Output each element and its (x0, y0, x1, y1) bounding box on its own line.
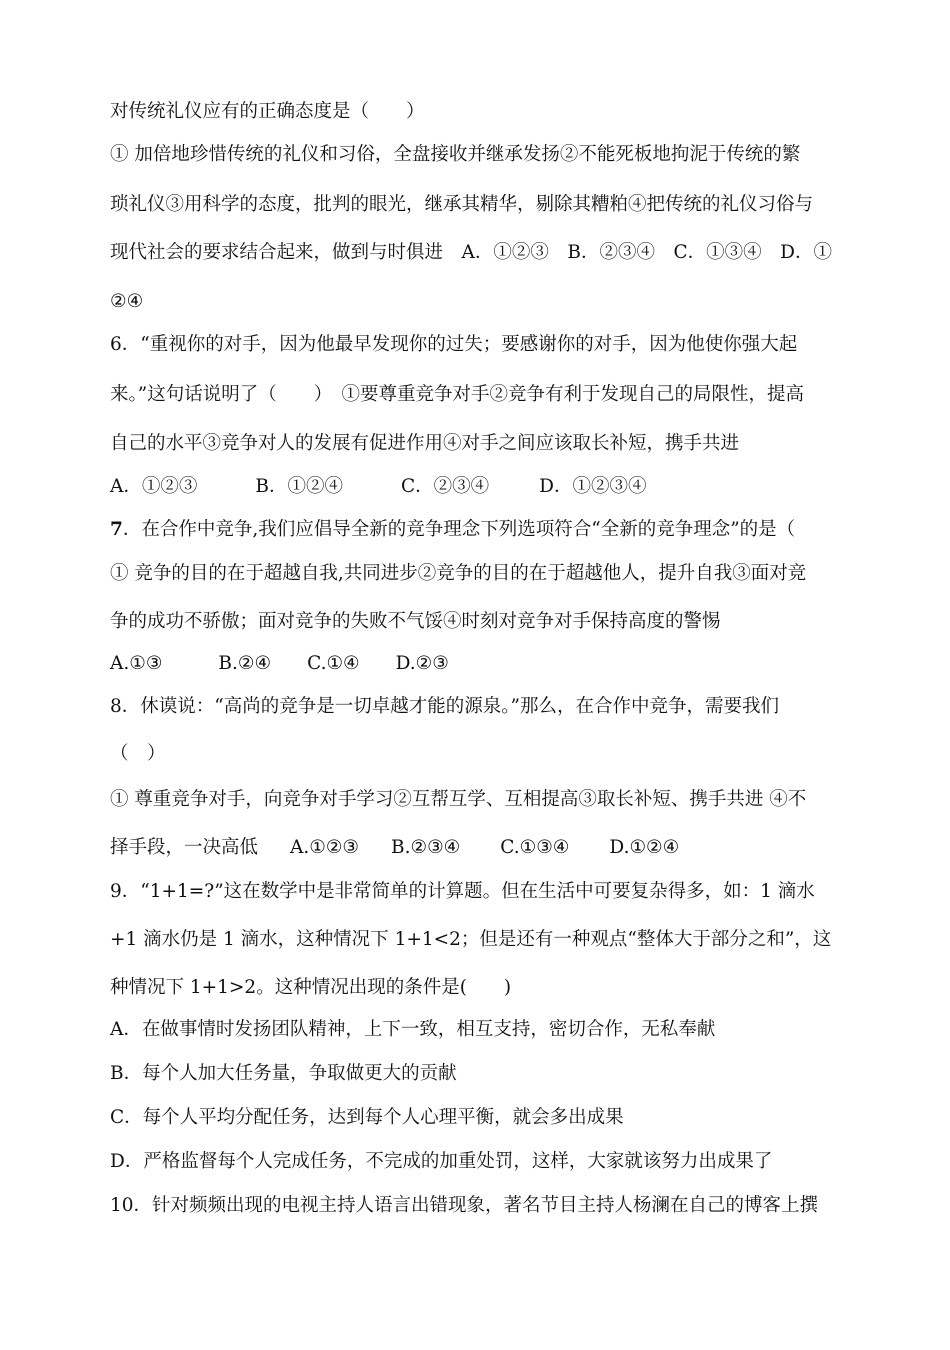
q9-text-line: +1 滴水仍是 1 滴水，这种情况下 1+1<2；但是还有一种观点“整体大于部分之和”，这 (110, 929, 832, 950)
q5-text-line: ②④ (110, 291, 144, 312)
q8-option-c: C.①③④ (500, 837, 570, 858)
q7-option-c: C.①④ (307, 653, 360, 674)
q6-option-b: B．①②④ (255, 476, 343, 497)
q8-stem: 8．休谟说：“高尚的竞争是一切卓越才能的源泉。”那么，在合作中竞争，需要我们 (110, 696, 779, 717)
q7-option-d: D.②③ (395, 653, 449, 674)
q9-option-d: D．严格监督每个人完成任务，不完成的加重处罚，这样，大家就该努力出成果了 (110, 1151, 773, 1172)
q6-option-d: D．①②③④ (539, 476, 647, 497)
q6-text-line: 来。”这句话说明了（ ） ①要尊重竞争对手②竞争有利于发现自己的局限性，提高 (110, 384, 804, 405)
q9-stem: 9．“1+1=?”这在数学中是非常简单的计算题。但在生活中可要复杂得多，如：1 滴水 (110, 881, 815, 902)
q8-text-line: ① 尊重竞争对手，向竞争对手学习②互帮互学、互相提高③取长补短、携手共进 ④不 (110, 789, 807, 810)
q9-text-line: 种情况下 1+1>2。这种情况出现的条件是( ) (110, 977, 512, 998)
q7-text-line: ① 竞争的目的在于超越自我,共同进步②竞争的目的在于超越他人，提升自我③面对竞 (110, 563, 807, 584)
q9-option-c: C．每个人平均分配任务，达到每个人心理平衡，就会多出成果 (110, 1107, 624, 1128)
q6-option-a: A．①②③ (110, 476, 198, 497)
q6-options (110, 475, 646, 499)
q9-option-b: B．每个人加大任务量，争取做更大的贡献 (110, 1063, 457, 1084)
q10-stem: 10．针对频频出现的电视主持人语言出错现象，著名节目主持人杨澜在自己的博客上撰 (110, 1195, 819, 1216)
q5-stem: 对传统礼仪应有的正确态度是（ ） (110, 101, 425, 122)
q5-text-line: 现代社会的要求结合起来，做到与时俱进 A．①②③ B．②③④ C．①③④ D．① (110, 242, 832, 263)
q8-option-b: B.②③④ (391, 837, 461, 858)
q7-options (110, 652, 449, 676)
q8-text-line: 择手段，一决高低 A.①②③ B.②③④ C.①③④ D.①②④ (110, 837, 680, 858)
q7-option-a: A.①③ (110, 653, 163, 674)
q7-stem: 7．在合作中竞争,我们应倡导全新的竞争理念下列选项符合“全新的竞争理念”的是（ (110, 519, 796, 540)
q6-stem: 6．“重视你的对手，因为他最早发现你的过失；要感谢你的对手，因为他使你强大起 (110, 334, 798, 355)
q7-number: 7 (110, 519, 123, 540)
q8-answer-paren: （ ） (110, 743, 166, 764)
q6-option-c: C．②③④ (400, 476, 490, 497)
q7-option-b: B.②④ (218, 653, 272, 674)
q6-text-line: 自己的水平③竞争对人的发展有促进作用④对手之间应该取长补短，携手共进 (110, 433, 740, 454)
q9-option-a: A．在做事情时发扬团队精神，上下一致，相互支持，密切合作，无私奉献 (110, 1019, 716, 1040)
q8-option-d: D.①②④ (609, 837, 680, 858)
q5-text-line: ① 加倍地珍惜传统的礼仪和习俗，全盘接收并继承发扬②不能死板地拘泥于传统的繁 (110, 144, 801, 165)
q7-text-line: 争的成功不骄傲；面对竞争的失败不气馁④时刻对竞争对手保持高度的警惕 (110, 611, 721, 632)
q8-option-a: A.①②③ (290, 837, 360, 858)
q5-text-line: 琐礼仪③用科学的态度，批判的眼光，继承其精华，剔除其糟粕④把传统的礼仪习俗与 (110, 194, 814, 215)
